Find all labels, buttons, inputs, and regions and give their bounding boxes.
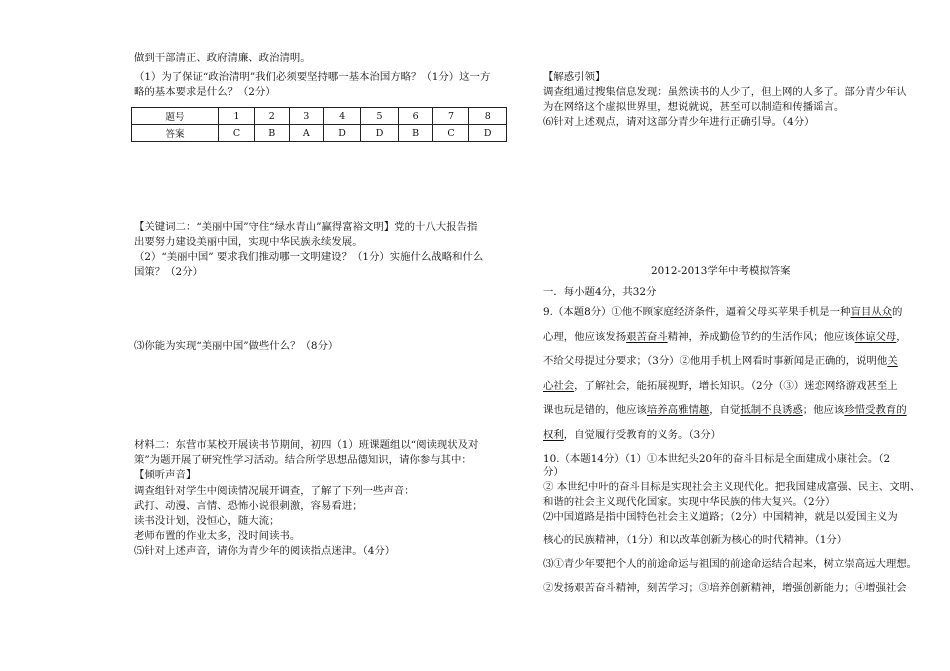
material-2-line-5: 武打、动漫、言情、恐怖小说很刺激，容易看进； <box>134 500 363 512</box>
answer-10-line-3: ② 本世纪中叶的奋斗目标是实现社会主义现代化。把我国建成富强、民主、文明、 <box>543 481 921 493</box>
table-cell: 7 <box>433 108 469 125</box>
answer-9-line-1 <box>543 307 902 317</box>
text-span: 9.（本题8分）①他不顾家庭经济条件，逼着父母买苹果手机是一种 <box>543 306 851 318</box>
table-cell: 6 <box>398 108 433 125</box>
left-intro-line: 做到干部清正、政府清廉、政治清明。 <box>134 52 311 64</box>
table-cell: B <box>398 125 433 142</box>
section-1-line: 一．每小题4分，共32分 <box>543 286 657 298</box>
text-span: 心理，他应该发扬 <box>543 331 627 343</box>
answer-9-line-5 <box>543 405 907 415</box>
text-span: 课也玩是错的，他应该 <box>543 404 647 416</box>
question-2-line-b: 国策？（2分） <box>134 266 203 278</box>
right-line-2: 调查组通过搜集信息发现：虽然读书的人少了，但上网的人多了。部分青少年认 <box>543 86 907 98</box>
text-span: 不给父母提过分要求；（3分）②他用手机上网看时事新闻是正确的，说明他 <box>543 355 888 367</box>
underlined-term: 培养高雅情趣 <box>646 404 710 416</box>
question-1-line-a: （1）为了保证“政治清明”我们必须要坚持哪一基本治国方略？（1分）这一方 <box>134 71 491 83</box>
answer-10-line-6: 核心的民族精神，（1分）和以改革创新为核心的时代精神。（1分） <box>543 534 848 546</box>
table-row-label: 题号 <box>132 108 219 125</box>
underlined-term: 抵制不良诱惑 <box>740 404 803 416</box>
table-cell: C <box>218 125 254 142</box>
table-cell: B <box>254 125 289 142</box>
material-2-line-7: 老师布置的作业太多，没时间读书。 <box>134 530 301 542</box>
underlined-term: 珍惜受教育的 <box>844 404 907 416</box>
answer-table <box>131 107 507 142</box>
text-span: ，了解社会，能拓展视野，增长知识。（2分（③）迷恋网络游戏甚至上 <box>574 380 898 392</box>
answer-10-line-8: ②发扬艰苦奋斗精神，刻苦学习；③培养创新精神，增强创新能力；④增强社会 <box>543 582 907 594</box>
answer-title: 2012-2013学年中考模拟答案 <box>651 265 791 277</box>
answer-10-line-5: ⑵中国道路是指中国特色社会主义道路；（2分）中国精神，就是以爱国主义为 <box>543 511 898 523</box>
material-2-line-4: 调查组针对学生中阅读情况展开调查，了解了下列一些声音： <box>134 485 415 497</box>
material-2-line-2: 策”为题开展了研究性学习活动。结合所学思想品德知识，请你参与其中： <box>134 454 472 466</box>
material-2-line-1: 材料二：东营市某校开展读书节期间，初四（1）班课题组以“阅读现状及对 <box>134 439 479 451</box>
underlined-term: 关 <box>887 355 898 367</box>
underlined-term: 权利 <box>543 429 564 441</box>
question-2-line-a: （2）“美丽中国” 要求我们推动哪一文明建设？（1分）实施什么战略和什么 <box>134 251 484 263</box>
question-5-line: ⑸针对上述声音，请你为青少年的阅读指点迷津。（4分） <box>134 545 396 557</box>
text-span: 精神，养成勤俭节约的生活作风；他应该 <box>667 331 855 343</box>
text-span: ，自觉履行受教育的义务。（3分） <box>563 429 722 441</box>
table-cell: 2 <box>254 108 289 125</box>
underlined-term: 体谅父母 <box>854 331 897 343</box>
table-cell: 4 <box>323 108 360 125</box>
table-cell: D <box>323 125 360 142</box>
material-2-line-3: 【倾听声音】 <box>134 469 197 481</box>
answer-10-line-1: 10.（本题14分）（1）①本世纪头20年的奋斗目标是全面建成小康社会。（2 <box>543 453 891 465</box>
table-row-numbers <box>132 108 507 125</box>
table-cell: D <box>469 125 507 142</box>
question-1-line-b: 略的基本要求是什么？（2分） <box>134 86 276 98</box>
table-cell: 8 <box>469 108 507 125</box>
table-cell: A <box>289 125 323 142</box>
text-span: ， <box>896 331 907 343</box>
underlined-term: 盲目从众 <box>850 306 893 318</box>
table-row-label: 答案 <box>132 125 219 142</box>
table-row-answers <box>132 125 507 142</box>
answer-10-line-7: ⑶①青少年要把个人的前途命运与祖国的前途命运结合起来，树立崇高远大理想。 <box>543 558 918 570</box>
answer-10-line-2: 分） <box>543 466 564 478</box>
answer-9-line-6 <box>543 430 721 440</box>
question-6-line: ⑹针对上述观点，请对这部分青少年进行正确引导。（4分） <box>543 116 815 128</box>
underlined-term: 艰苦奋斗 <box>626 331 668 343</box>
answer-10-line-4: 和谐的社会主义现代化国家。实现中华民族的伟大复兴。（2分） <box>543 496 836 508</box>
question-3-line: ⑶你能为实现“美丽中国”做些什么？（8分） <box>134 340 339 352</box>
table-cell: D <box>361 125 398 142</box>
keyword-2-line-b: 出要努力建设美丽中国，实现中华民族永续发展。 <box>134 236 363 248</box>
right-heading-guide: 【解惑引领】 <box>543 71 606 83</box>
table-cell: 1 <box>218 108 254 125</box>
table-cell: 3 <box>289 108 323 125</box>
text-span: ；他应该 <box>802 404 845 416</box>
keyword-2-line-a: 【关键词二：“美丽中国”守住“绿水青山”赢得富裕文明】党的十八大报告指 <box>134 221 478 233</box>
right-line-3: 为在网络这个虚拟世界里，想说就说，甚至可以制造和传播谣言。 <box>543 101 845 113</box>
table-cell: 5 <box>361 108 398 125</box>
text-span: ，自觉 <box>709 404 741 416</box>
text-span: 的 <box>892 306 903 318</box>
answer-9-line-2 <box>543 332 907 342</box>
answer-9-line-4 <box>543 381 898 391</box>
material-2-line-6: 读书没计划，没恒心，随大流； <box>134 515 280 527</box>
table-cell: C <box>433 125 469 142</box>
underlined-term: 心社会 <box>543 380 575 392</box>
answer-9-line-3 <box>543 356 898 366</box>
